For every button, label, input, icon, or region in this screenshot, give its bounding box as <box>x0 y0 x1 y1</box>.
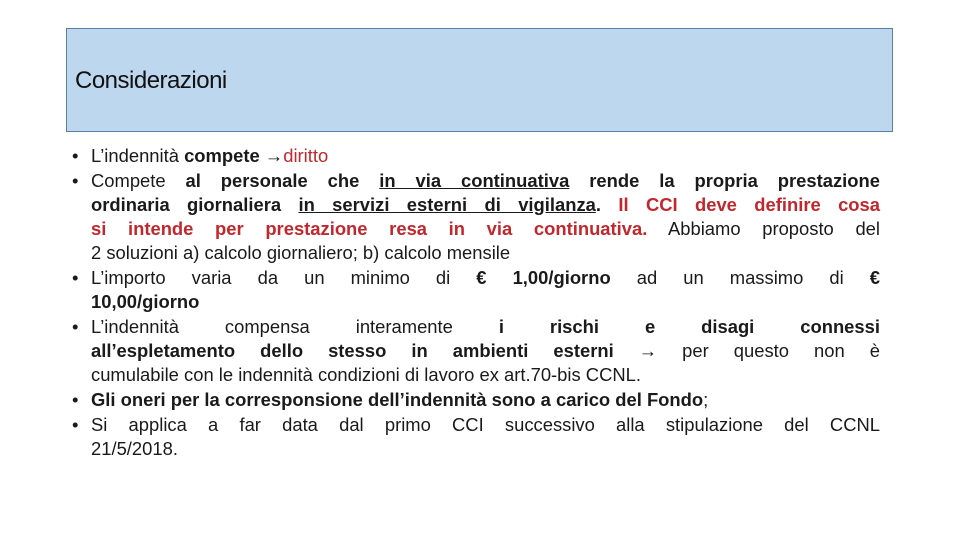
bullet-6-line-2: 21/5/2018. <box>91 438 178 459</box>
bullet-3-text-c: ad un massimo di <box>610 267 870 288</box>
bullet-2-text-c: in via continuativa <box>379 170 570 191</box>
bullet-3-text-a: L’importo varia da un minimo di <box>91 267 477 288</box>
bullet-dot: • <box>72 170 79 191</box>
bullet-2-line-1 <box>91 169 880 193</box>
bullet-3-text-d: € <box>869 267 880 288</box>
bullet-2-text-h: Il CCI deve definire cosa <box>618 194 880 215</box>
arrow-icon: → <box>638 340 658 361</box>
bullet-4-line-3: cumulabile con le indennità condizioni di lavoro ex art.70-bis CCNL. <box>91 364 641 385</box>
bullet-1-line <box>91 144 880 168</box>
bullet-5-text-b: ; <box>703 389 709 410</box>
bullet-2-line-2 <box>91 193 880 217</box>
bullet-2-line-4: 2 soluzioni a) calcolo giornaliero; b) calcolo mensile <box>91 242 511 263</box>
bullet-4-text-c: all’espletamento dello stesso in ambienti esterni <box>91 340 614 361</box>
bullet-dot: • <box>72 316 79 337</box>
bullet-2-text-e: ordinaria giornaliera <box>91 194 299 215</box>
bullet-3-line-1 <box>91 266 880 290</box>
bullet-4-text-b: i rischi e disagi connessi <box>498 316 880 337</box>
bullet-2-text-b: al personale che <box>185 170 380 191</box>
bullet-1-text-a: L’indennità <box>91 145 185 166</box>
bullet-3-line-2: 10,00/giorno <box>91 291 200 312</box>
bullet-5-line-1 <box>91 388 880 412</box>
bullet-2-text-j: Abbiamo proposto del <box>647 218 880 239</box>
bullet-item-4 <box>72 315 880 387</box>
bullet-dot: • <box>72 414 79 435</box>
title-box <box>66 28 893 132</box>
bullet-5-text-a: Gli oneri per la corresponsione dell’indennità sono a carico del Fondo <box>91 389 704 410</box>
bullet-4-text-d: per questo non è <box>657 340 880 361</box>
bullet-2-text-g: . <box>595 194 619 215</box>
bullet-dot: • <box>72 267 79 288</box>
bullet-3-text-b: € 1,00/giorno <box>476 267 611 288</box>
bullet-1-text-c: diritto <box>283 145 329 166</box>
bullet-item-3 <box>72 266 880 314</box>
bullet-2-text-a: Compete <box>91 170 186 191</box>
bullet-dot: • <box>72 145 79 166</box>
bullet-item-1 <box>72 144 880 168</box>
bullet-2-text-f: in servizi esterni di vigilanza <box>298 194 596 215</box>
bullet-item-5 <box>72 388 880 412</box>
bullet-dot: • <box>72 389 79 410</box>
bullet-6-line-1: Si applica a far data dal primo CCI successivo alla stipulazione del CCNL <box>91 414 880 435</box>
bullet-2-line-3 <box>91 217 880 241</box>
bullet-item-6 <box>72 413 880 461</box>
bullet-item-2 <box>72 169 880 265</box>
bullet-1-text-b: compete <box>184 145 260 166</box>
bullet-4-line-1 <box>91 315 880 339</box>
bullet-2-text-d: rende la propria prestazione <box>569 170 880 191</box>
bullet-4-line-2 <box>91 339 880 363</box>
bullet-2-text-i: si intende per prestazione resa in via continuativa. <box>91 218 648 239</box>
bullet-4-text-a: L’indennità compensa interamente <box>91 316 499 337</box>
bullet-list <box>72 144 880 462</box>
arrow-icon: → <box>264 145 284 166</box>
slide-title: Considerazioni <box>75 67 227 94</box>
